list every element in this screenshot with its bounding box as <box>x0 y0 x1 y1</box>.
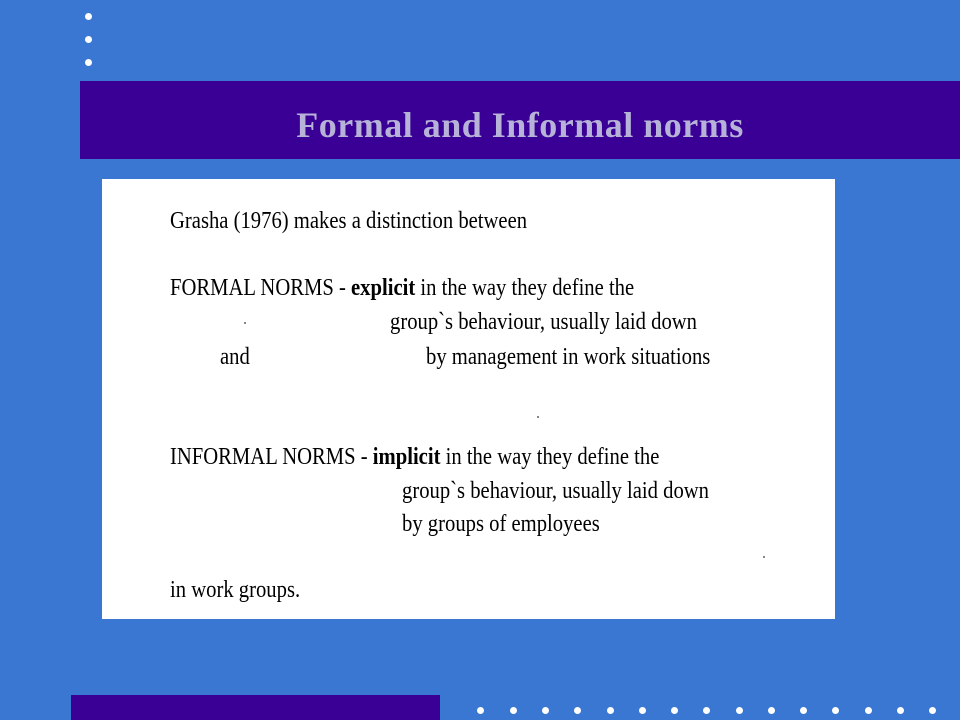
closing-line: in work groups. <box>170 577 301 603</box>
connector-and: and <box>220 344 250 370</box>
decor-dot <box>607 707 614 714</box>
decor-dot <box>768 707 775 714</box>
scan-speck <box>244 322 246 324</box>
formal-norms-label: FORMAL NORMS - <box>170 275 352 301</box>
formal-line1-rest: in the way they define the <box>415 275 635 301</box>
informal-norms-line-2: group`s behaviour, usually laid down <box>402 478 710 504</box>
decor-dot <box>85 13 92 20</box>
formal-keyword: explicit <box>351 275 416 301</box>
decor-dot <box>832 707 839 714</box>
informal-norms-label: INFORMAL NORMS - <box>170 444 373 470</box>
decor-dot <box>542 707 549 714</box>
decor-dot <box>897 707 904 714</box>
informal-keyword: implicit <box>372 444 441 470</box>
scan-speck <box>537 416 539 418</box>
informal-norms-line-1 <box>170 444 659 471</box>
formal-norms-line-3: by management in work situations <box>426 344 711 370</box>
formal-norms-line-1 <box>170 275 634 302</box>
intro-line: Grasha (1976) makes a distinction between <box>170 208 528 234</box>
decor-dot <box>703 707 710 714</box>
decor-dot <box>865 707 872 714</box>
decor-dot <box>574 707 581 714</box>
decor-dot <box>85 59 92 66</box>
footer-bar <box>71 695 440 720</box>
decor-dot <box>929 707 936 714</box>
scanned-document-panel <box>102 179 835 619</box>
decor-dot <box>85 36 92 43</box>
scan-speck <box>763 556 765 558</box>
decor-dot <box>671 707 678 714</box>
informal-line1-rest: in the way they define the <box>440 444 660 470</box>
decor-dot <box>639 707 646 714</box>
decor-dot <box>800 707 807 714</box>
decor-dot <box>736 707 743 714</box>
decor-dot <box>510 707 517 714</box>
formal-norms-line-2: group`s behaviour, usually laid down <box>390 309 698 335</box>
slide-title: Formal and Informal norms <box>296 105 744 145</box>
title-bar <box>80 81 960 159</box>
informal-norms-line-3: by groups of employees <box>402 511 600 537</box>
decor-dot <box>477 707 484 714</box>
